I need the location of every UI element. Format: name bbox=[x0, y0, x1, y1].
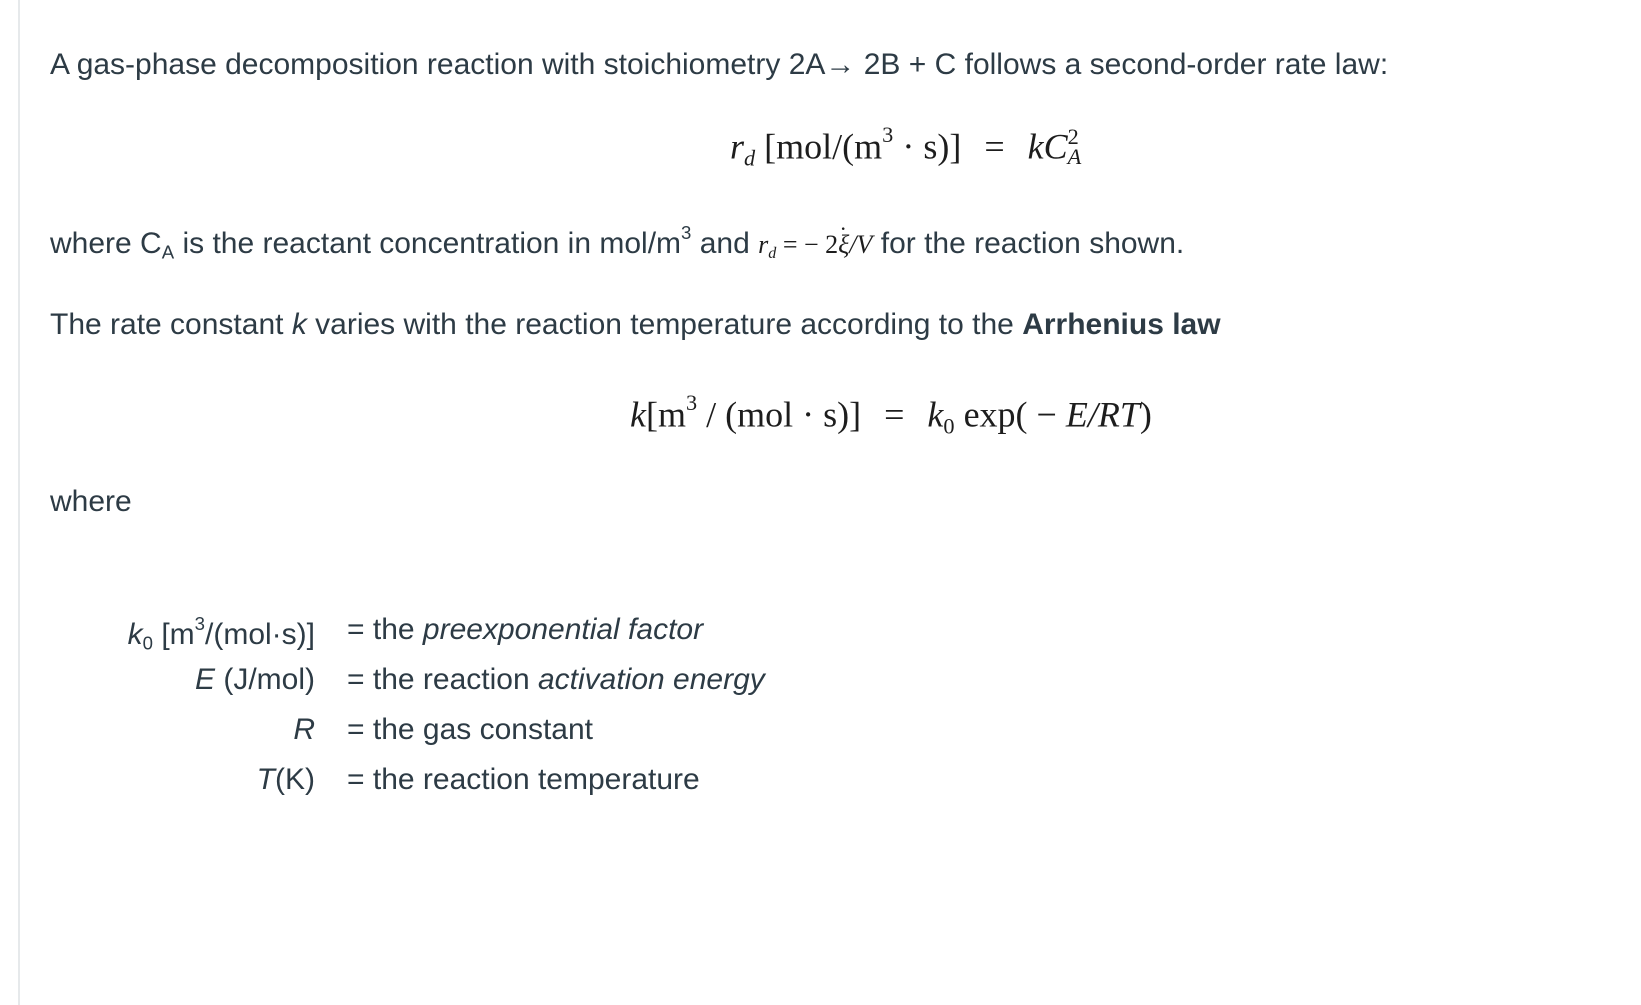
inline-rhs-volume: /V bbox=[849, 229, 873, 259]
arr-rhs: E/RT bbox=[1065, 394, 1140, 435]
def-desc bbox=[347, 613, 703, 647]
arr-unit-exp: 3 bbox=[685, 390, 698, 415]
def-term bbox=[0, 663, 315, 697]
rate-unit-m: (m bbox=[842, 126, 883, 167]
intro-text: A gas-phase decomposition reaction with stoichiometry 2A bbox=[50, 48, 826, 81]
arr-equals: = bbox=[884, 394, 905, 435]
def-desc-prefix: = the gas constant bbox=[347, 713, 594, 746]
def-term-rest: [m bbox=[153, 617, 195, 651]
def-term-tail: /(mol·s)] bbox=[205, 617, 315, 651]
where-label: where bbox=[50, 485, 132, 518]
where-text-2: is the reactant concentration in mol/m bbox=[174, 226, 682, 260]
rate-law-equation bbox=[730, 122, 1081, 171]
rate-rhs-sub: A bbox=[1067, 144, 1082, 170]
rate-constant-paragraph bbox=[50, 308, 1221, 342]
rate-subscript: d bbox=[744, 145, 756, 171]
def-desc-prefix: = the reaction bbox=[347, 663, 538, 696]
def-term bbox=[0, 613, 315, 655]
def-desc-italic: preexponential factor bbox=[422, 613, 704, 646]
where-text-3: and bbox=[691, 226, 759, 260]
definition-row bbox=[50, 663, 1050, 711]
def-desc-prefix: = the bbox=[347, 613, 423, 646]
arrhenius-law-bold: Arrhenius law bbox=[1022, 308, 1221, 341]
def-term-main: E bbox=[194, 663, 215, 696]
problem-content bbox=[50, 0, 1610, 1005]
rate-unit-open: [mol/ bbox=[764, 126, 843, 167]
inline-equals: = bbox=[776, 229, 804, 259]
rate-rhs-sup: 2 bbox=[1067, 124, 1079, 150]
inline-rhs-coef: − 2 bbox=[803, 229, 839, 259]
rate-rhs: kC bbox=[1027, 126, 1068, 167]
inline-rate-equation bbox=[758, 229, 873, 262]
rate-symbol: r bbox=[730, 126, 745, 167]
arr-unit-2: / (mol · s)] bbox=[697, 394, 862, 435]
def-desc-italic: activation energy bbox=[537, 663, 765, 696]
def-desc bbox=[347, 763, 700, 797]
left-border-rule bbox=[18, 0, 20, 1005]
rc-text-2: varies with the reaction temperature according to the bbox=[306, 308, 1023, 341]
where-concentration-line bbox=[50, 222, 1184, 264]
def-term-main: T bbox=[256, 763, 275, 796]
intro-text-suffix: 2B + C follows a second-order rate law: bbox=[855, 48, 1389, 81]
rate-unit-close: · s)] bbox=[893, 126, 962, 167]
def-desc bbox=[347, 713, 593, 747]
equals-sign: = bbox=[984, 126, 1005, 167]
def-term-main: R bbox=[293, 713, 315, 746]
arr-exp: exp( − bbox=[954, 394, 1066, 435]
rate-unit-exponent: 3 bbox=[882, 122, 894, 147]
unit-exponent: 3 bbox=[681, 222, 692, 243]
def-term-rest: (J/mol) bbox=[215, 663, 315, 696]
def-term bbox=[0, 713, 315, 747]
arr-k0-sub: 0 bbox=[943, 413, 955, 439]
def-term-sup: 3 bbox=[194, 613, 206, 634]
def-term-sub: 0 bbox=[142, 632, 153, 654]
arr-k0: k bbox=[927, 394, 944, 435]
def-desc bbox=[347, 663, 765, 697]
concentration-subscript: A bbox=[161, 241, 175, 263]
def-term bbox=[0, 763, 315, 797]
inline-rate-subscript: d bbox=[768, 244, 777, 262]
def-desc-prefix: = the reaction temperature bbox=[347, 763, 700, 796]
definition-row bbox=[50, 713, 1050, 761]
where-text-1: where C bbox=[50, 226, 162, 260]
rc-k-symbol: k bbox=[291, 308, 307, 341]
arr-close: ) bbox=[1139, 394, 1152, 435]
reaction-arrow: → bbox=[825, 48, 856, 81]
inline-xi-dot: · ξ bbox=[838, 230, 849, 260]
definition-row bbox=[50, 613, 1050, 661]
arrhenius-equation bbox=[630, 390, 1152, 439]
where-text-4: for the reaction shown. bbox=[872, 226, 1185, 260]
definition-row bbox=[50, 763, 1050, 811]
arr-k: k bbox=[630, 394, 646, 435]
def-term-main: k bbox=[127, 617, 143, 651]
inline-rate-symbol: r bbox=[758, 229, 769, 259]
rc-text-1: The rate constant bbox=[50, 308, 292, 341]
intro-paragraph bbox=[50, 48, 1388, 82]
arr-unit-1: [m bbox=[645, 394, 686, 435]
def-term-rest: (K) bbox=[275, 763, 315, 796]
